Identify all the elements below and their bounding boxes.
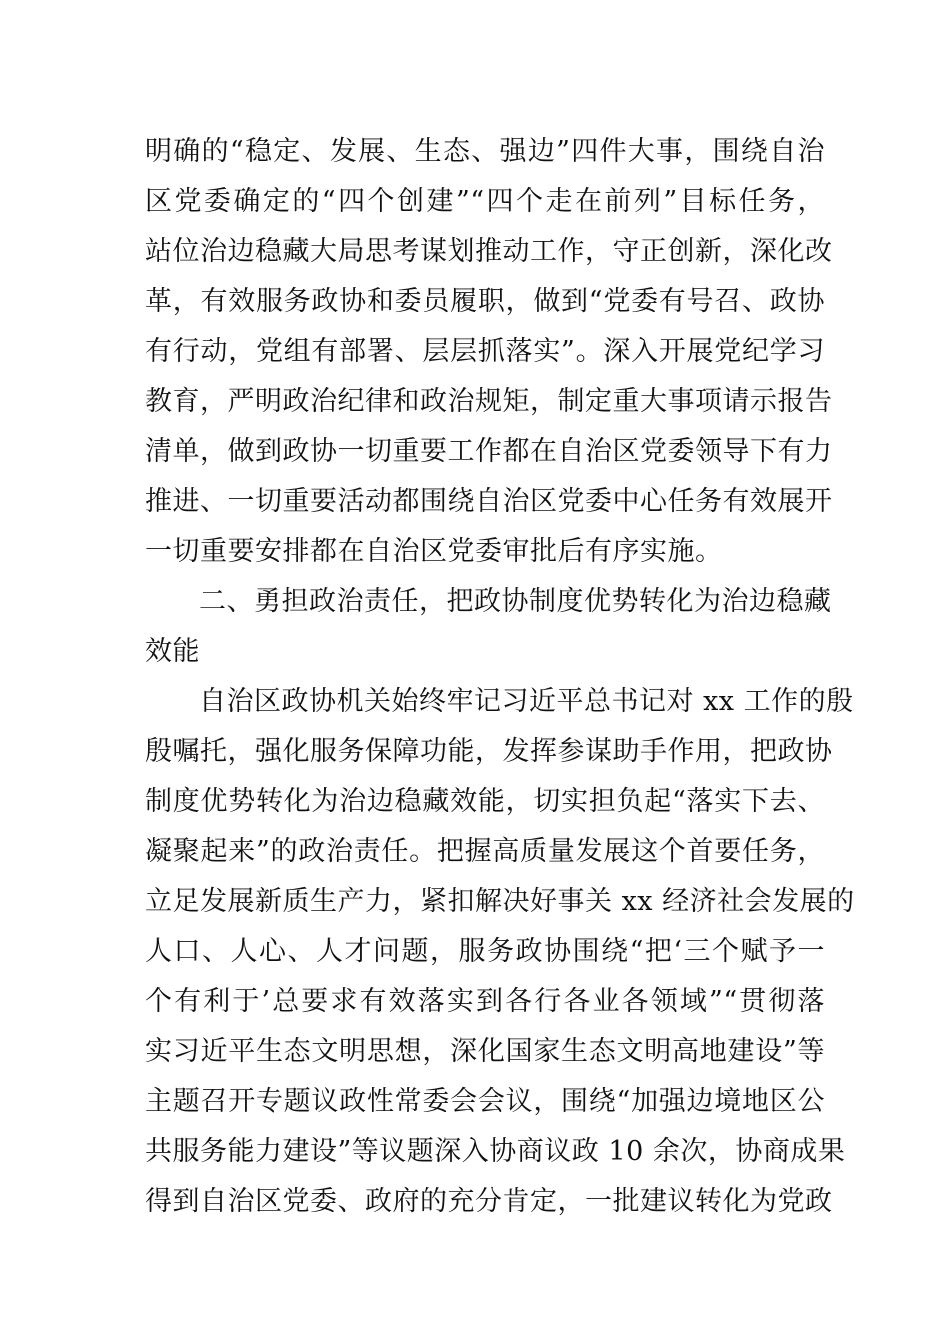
- body-text-line: 主题召开专题议政性常委会会议，围绕“加强边境地区公: [145, 1086, 825, 1117]
- section-heading-continuation: 效能: [145, 636, 200, 667]
- body-text-line: 实习近平生态文明思想，深化国家生态文明高地建设”等: [145, 1036, 825, 1067]
- body-text-line: 清单，做到政协一切重要工作都在自治区党委领导下有力: [145, 436, 833, 467]
- body-text-line: 站位治边稳藏大局思考谋划推动工作，守正创新，深化改: [145, 236, 833, 267]
- body-text-line: 明确的“稳定、发展、生态、强边”四件大事，围绕自治: [145, 136, 825, 167]
- body-text-line: 共服务能力建设”等议题深入协商议政 10 余次，协商成果: [145, 1136, 846, 1167]
- body-text-line: 自治区政协机关始终牢记习近平总书记对 xx 工作的殷: [199, 686, 854, 717]
- body-text-line: 制度优势转化为治边稳藏效能，切实担负起“落实下去、: [145, 786, 825, 817]
- body-text-line: 推进、一切重要活动都围绕自治区党委中心任务有效展开: [145, 486, 833, 517]
- body-text-line: 人口、人心、人才问题，服务政协围绕“把‘三个赋予一: [145, 936, 825, 967]
- body-text-line: 个有利于’总要求有效落实到各行各业各领域”“贯彻落: [145, 986, 825, 1017]
- body-text-line: 教育，严明政治纪律和政治规矩，制定重大事项请示报告: [145, 386, 833, 417]
- body-text-line: 得到自治区党委、政府的充分肯定，一批建议转化为党政: [145, 1186, 833, 1217]
- body-text-line: 革，有效服务政协和委员履职，做到“党委有号召、政协: [145, 286, 825, 317]
- body-text-line: 有行动，党组有部署、层层抓落实”。深入开展党纪学习: [145, 336, 825, 367]
- body-text-line: 一切重要安排都在自治区党委审批后有序实施。: [145, 536, 723, 567]
- body-text-line: 殷嘱托，强化服务保障功能，发挥参谋助手作用，把政协: [145, 736, 833, 767]
- body-text-line: 立足发展新质生产力，紧扣解决好事关 xx 经济社会发展的: [145, 886, 855, 917]
- body-text-line: 区党委确定的“四个创建”“四个走在前列”目标任务，: [145, 186, 825, 217]
- body-text-line: 凝聚起来”的政治责任。把握高质量发展这个首要任务，: [145, 836, 825, 867]
- section-heading: 二、勇担政治责任，把政协制度优势转化为治边稳藏: [199, 586, 832, 617]
